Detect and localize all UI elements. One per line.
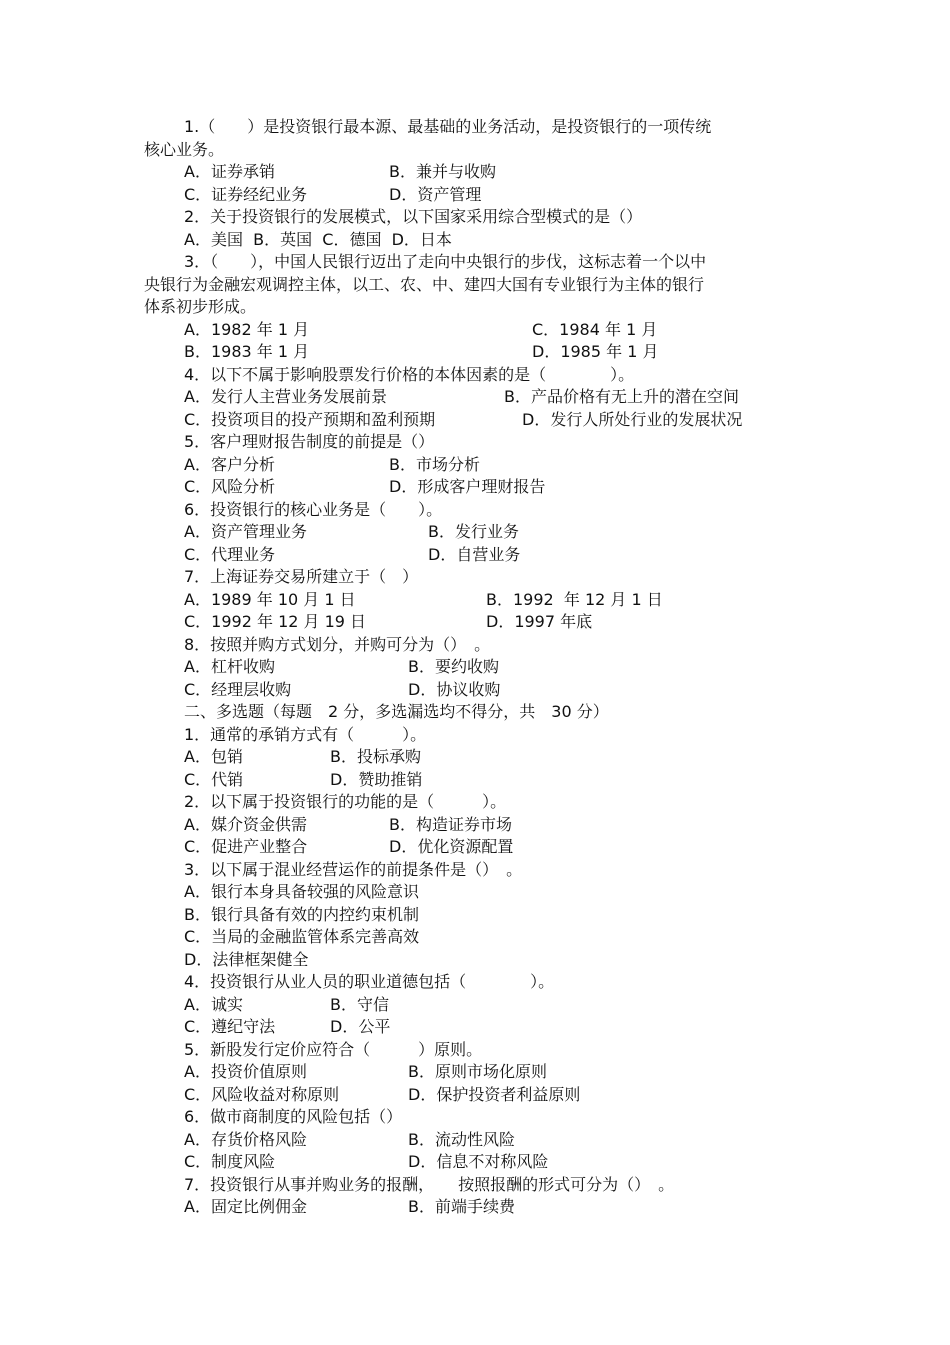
question-4-stem: 4．以下不属于影响股票发行价格的本体因素的是（ ）。 — [184, 364, 635, 384]
option-d: D．发行人所处行业的发展状况 — [522, 409, 743, 429]
multi-question-4-options-cd — [144, 1016, 784, 1039]
section-2-heading: 二、多选题（每题 2 分，多选漏选均不得分，共 30 分） — [184, 702, 609, 721]
question-4-options-cd — [144, 409, 784, 432]
option-b: B．市场分析 — [389, 454, 480, 474]
option-a: A．1982 年 1 月 — [184, 319, 310, 339]
question-2-stem: 2．关于投资银行的发展模式，以下国家采用综合型模式的是（） — [184, 207, 643, 226]
option-d: D．信息不对称风险 — [408, 1152, 549, 1171]
option-b: B．构造证券市场 — [389, 814, 512, 834]
option-b: B．原则市场化原则 — [408, 1062, 547, 1081]
option-d: D．自营业务 — [428, 544, 521, 564]
option-c: C．促进产业整合 — [184, 837, 308, 856]
question-7-stem: 7．上海证券交易所建立于（ ） — [184, 567, 419, 586]
multi-question-1-options-ab — [144, 746, 784, 769]
option-b: B．银行具备有效的内控约束机制 — [184, 904, 419, 924]
option-a: A．诚实 — [184, 994, 243, 1014]
question-5-options-cd — [144, 476, 784, 499]
multi-question-5-options-ab — [144, 1061, 784, 1084]
option-c: C．风险收益对称原则 — [184, 1084, 340, 1104]
option-a: A．资产管理业务 — [184, 522, 307, 541]
option-a: A．发行人主营业务发展前景 — [184, 387, 387, 406]
option-b: B．守信 — [330, 994, 389, 1014]
option-d: D．1997 年底 — [486, 612, 593, 631]
multi-question-2-stem: 2．以下属于投资银行的功能的是（ ）。 — [184, 792, 507, 811]
multi-question-2-options-cd — [144, 836, 784, 859]
option-a: A．银行本身具备较强的风险意识 — [184, 882, 419, 901]
question-2-options: A．美国 B．英国 C．德国 D．日本 — [184, 229, 452, 249]
multi-question-2-options-ab — [144, 814, 784, 837]
exam-content — [144, 116, 784, 1219]
option-c: C．代销 — [184, 769, 244, 789]
option-b: B．产品价格有无上升的潜在空间 — [504, 387, 739, 406]
option-d: D．赞助推销 — [330, 769, 423, 789]
question-1-stem-cont: 核心业务。 — [144, 139, 225, 159]
question-3-options-bd — [144, 341, 784, 364]
option-d: D．协议收购 — [408, 679, 501, 699]
question-7-options-cd — [144, 611, 784, 634]
question-1-options-cd — [144, 184, 784, 207]
multi-question-7-stem: 7．投资银行从事并购业务的报酬， 按照报酬的形式可分为（） 。 — [184, 1174, 675, 1194]
multi-question-1-stem: 1．通常的承销方式有（ ）。 — [184, 724, 427, 744]
option-a: A．杠杆收购 — [184, 657, 275, 676]
question-8-stem: 8．按照并购方式划分，并购可分为（） 。 — [184, 634, 491, 654]
option-b: B．要约收购 — [408, 657, 499, 676]
option-d: D．公平 — [330, 1017, 391, 1036]
question-3-options-ac — [144, 319, 784, 342]
option-d: D．法律框架健全 — [184, 949, 309, 969]
question-6-options-ab — [144, 521, 784, 544]
option-c: C．证券经纪业务 — [184, 184, 308, 204]
question-1-stem: 1.（ ）是投资银行最本源、最基础的业务活动，是投资银行的一项传统 — [184, 117, 712, 136]
question-5-stem: 5．客户理财报告制度的前提是（） — [184, 432, 435, 451]
question-1-options-ab — [144, 161, 784, 184]
option-a: A．投资价值原则 — [184, 1062, 307, 1081]
option-a: A．证券承销 — [184, 162, 275, 181]
option-d: D．资产管理 — [389, 184, 482, 204]
option-c: C．制度风险 — [184, 1152, 276, 1171]
option-b: B．发行业务 — [428, 522, 519, 541]
option-c: C．风险分析 — [184, 477, 276, 496]
multi-question-4-options-ab — [144, 994, 784, 1017]
option-c: C．当局的金融监管体系完善高效 — [184, 927, 420, 946]
option-d: D．1985 年 1 月 — [532, 342, 659, 361]
option-d: D．保护投资者利益原则 — [408, 1084, 581, 1104]
multi-question-7-options-ab — [144, 1196, 784, 1219]
option-b: B．投标承购 — [330, 747, 421, 766]
multi-question-6-options-ab — [144, 1129, 784, 1152]
option-b: B．前端手续费 — [408, 1197, 515, 1216]
option-c: C．遵纪守法 — [184, 1017, 276, 1036]
question-8-options-ab — [144, 656, 784, 679]
option-c: C．经理层收购 — [184, 679, 292, 699]
question-8-options-cd — [144, 679, 784, 702]
option-d: D．优化资源配置 — [389, 837, 514, 856]
question-4-options-ab — [144, 386, 784, 409]
multi-question-5-stem: 5．新股发行定价应符合（ ）原则。 — [184, 1039, 483, 1059]
option-a: A．固定比例佣金 — [184, 1197, 307, 1216]
option-a: A．存货价格风险 — [184, 1129, 307, 1149]
multi-question-1-options-cd — [144, 769, 784, 792]
option-a: A．包销 — [184, 747, 243, 766]
question-3-stem-cont: 体系初步形成。 — [144, 297, 257, 316]
multi-question-3-stem: 3．以下属于混业经营运作的前提条件是（） 。 — [184, 859, 523, 879]
question-6-options-cd — [144, 544, 784, 567]
option-a: A．媒介资金供需 — [184, 814, 307, 834]
option-a: A．客户分析 — [184, 454, 275, 474]
question-5-options-ab — [144, 454, 784, 477]
question-3-stem: 3．（ ），中国人民银行迈出了走向中央银行的步伐，这标志着一个以中 — [184, 252, 707, 271]
option-b: B．1983 年 1 月 — [184, 342, 310, 361]
multi-question-6-stem: 6．做市商制度的风险包括（） — [184, 1107, 403, 1126]
option-c: C．代理业务 — [184, 544, 276, 564]
question-7-options-ab — [144, 589, 784, 612]
option-d: D．形成客户理财报告 — [389, 477, 546, 496]
option-b: B．流动性风险 — [408, 1129, 515, 1149]
multi-question-5-options-cd — [144, 1084, 784, 1107]
question-6-stem: 6．投资银行的核心业务是（ ）。 — [184, 499, 443, 519]
option-b: B．1992 年 12 月 1 日 — [486, 589, 663, 609]
option-b: B．兼并与收购 — [389, 162, 496, 181]
multi-question-6-options-cd — [144, 1151, 784, 1174]
option-c: C．1984 年 1 月 — [532, 319, 658, 339]
option-c: C．投资项目的投产预期和盈利预期 — [184, 409, 436, 429]
option-c: C．1992 年 12 月 19 日 — [184, 612, 367, 631]
multi-question-4-stem: 4．投资银行从业人员的职业道德包括（ ）。 — [184, 972, 555, 991]
option-a: A．1989 年 10 月 1 日 — [184, 589, 356, 609]
question-3-stem-cont: 央银行为金融宏观调控主体，以工、农、中、建四大国有专业银行为主体的银行 — [144, 274, 705, 294]
